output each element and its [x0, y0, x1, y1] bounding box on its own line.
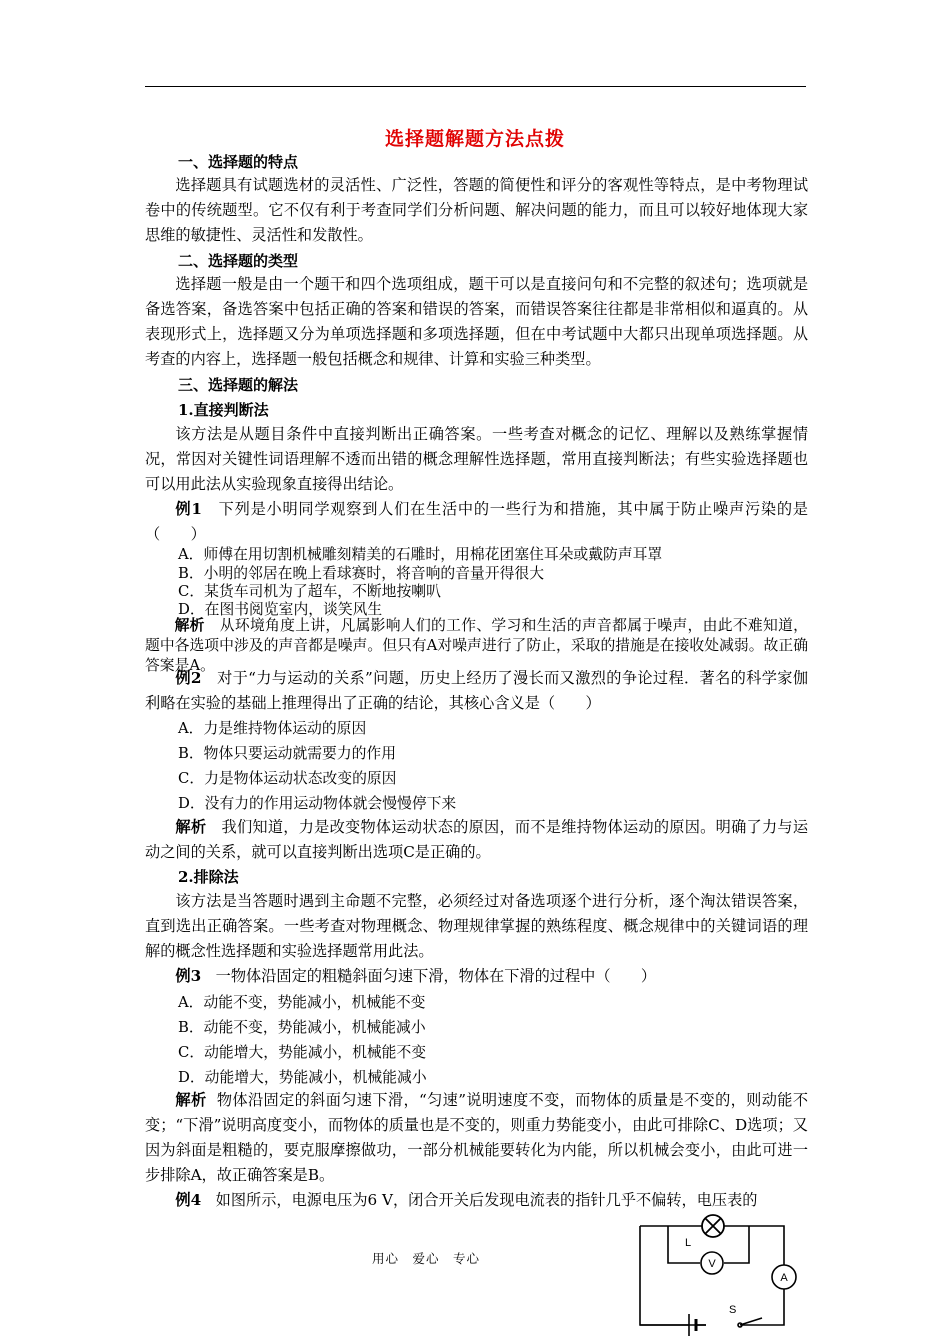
example-3-stem-text: 一物体沿固定的粗糙斜面匀速下滑，物体在下滑的过程中（ ） [215, 967, 657, 985]
example-4-stem-text: 如图所示，电源电压为6 V，闭合开关后发现电流表的指针几乎不偏转，电压表的 [215, 1191, 758, 1209]
example-3-option-c: C．动能增大，势能减小，机械能不变 [178, 1044, 427, 1061]
switch-label: S [729, 1304, 737, 1316]
example-2-analysis-label: 解析 [175, 818, 207, 836]
circuit-wire-outer [640, 1226, 784, 1325]
method-2-heading: 2.排除法 [178, 868, 239, 886]
example-2-option-d: D．没有力的作用运动物体就会慢慢停下来 [178, 795, 457, 812]
example-1-analysis-text: 从环境角度上讲，凡属影响人们的工作、学习和生活的声音都属于噪声，由此不难知道，题中各选项中涉及的声音都是噪声。但只有A对噪声进行了防止，采取的措施是在接收处减弱。故正确答案是A。 [145, 617, 808, 674]
lamp-label: L [685, 1237, 692, 1249]
example-2-option-b: B．物体只要运动就需要力的作用 [178, 745, 397, 762]
example-2-option-a: A．力是维持物体运动的原因 [178, 720, 367, 737]
example-1-option-c: C．某货车司机为了超车，不断地按喇叭 [178, 583, 441, 600]
example-1-option-a: A．师傅在用切割机械雕刻精美的石雕时，用棉花团塞住耳朵或戴防声耳罩 [178, 546, 663, 563]
voltmeter-label: V [708, 1258, 716, 1270]
example-2-stem-text: 对于“力与运动的关系”问题，历史上经历了漫长而又激烈的争论过程．著名的科学家伽利略在实验的基础上推理得出了正确的结论，其核心含义是（ ） [145, 669, 809, 712]
example-1-stem [145, 497, 808, 547]
method-1-heading: 1.直接判断法 [178, 401, 269, 419]
section-1-paragraph: 选择题具有试题选材的灵活性、广泛性，答题的简便性和评分的客观性等特点，是中考物理试卷中的传统题型。它不仅有利于考查同学们分析问题、解决问题的能力，而且可以较好地体现大家思维的敏捷性、灵活性和发散性。 [145, 176, 808, 244]
section-3-heading: 三、选择题的解法 [178, 376, 299, 394]
example-2-label: 例2 [175, 669, 202, 687]
battery-icon [640, 1314, 706, 1336]
page-title: 选择题解题方法点拨 [384, 128, 565, 150]
ammeter-label: A [780, 1272, 788, 1284]
lamp-icon [702, 1215, 724, 1237]
example-1-option-d: D．在图书阅览室内，谈笑风生 [178, 601, 383, 618]
example-1-analysis-label: 解析 [174, 617, 205, 634]
example-3-option-a: A．动能不变，势能减小，机械能不变 [178, 994, 426, 1011]
section-2-heading: 二、选择题的类型 [178, 252, 299, 270]
example-3-analysis [145, 1088, 808, 1188]
example-2-analysis [145, 815, 808, 865]
example-1-label: 例1 [175, 500, 202, 518]
example-3-analysis-label: 解析 [175, 1091, 207, 1109]
example-2-analysis-text: 我们知道，力是改变物体运动状态的原因，而不是维持物体运动的原因。明确了力与运动之间的关系，就可以直接判断出选项C是正确的。 [145, 818, 809, 861]
example-3-option-b: B．动能不变，势能减小，机械能减小 [178, 1019, 426, 1036]
section-2-paragraph: 选择题一般是由一个题干和四个选项组成，题干可以是直接问句和不完整的叙述句；选项就是备选答案，备选答案中包括正确的答案和错误的答案，而错误答案往往都是非常相似和逼真的。从表现形式上，选择题又分为单项选择题和多项选择题，但在中考试题中大都只出现单项选择题。从考查的内容上，选择题一般包括概念和规律、计算和实验三种类型。 [145, 275, 808, 368]
header-rule [145, 86, 806, 87]
circuit-diagram [636, 1214, 806, 1340]
example-4-label: 例4 [175, 1191, 202, 1209]
example-4-stem [145, 1188, 808, 1213]
example-3-stem [145, 964, 808, 989]
method-2-paragraph: 该方法是当答题时遇到主命题不完整，必须经过对备选项逐个进行分析，逐个淘汰错误答案，直到选出正确答案。一些考查对物理概念、物理规律掌握的熟练程度、概念规律中的关键词语的理解的概念性选择题和实验选择题常用此法。 [145, 892, 808, 960]
example-1-option-b: B．小明的邻居在晚上看球赛时，将音响的音量开得很大 [178, 565, 545, 582]
example-1-stem-text: 下列是小明同学观察到人们在生活中的一些行为和措施，其中属于防止噪声污染的是（ ） [145, 500, 808, 543]
section-1-heading: 一、选择题的特点 [178, 153, 299, 171]
page-footer: 用心 爱心 专心 [372, 1251, 481, 1266]
example-3-analysis-text: 物体沿固定的斜面匀速下滑，“匀速”说明速度不变，而物体的质量是不变的，则动能不变；“下滑”说明高度变小，而物体的质量也是不变的，则重力势能变小，由此可排除C、D选项；又因为斜面是粗糙的，要克服摩擦做功，一部分机械能要转化为内能，所以机械会变小，由此可进一步排除A，故正确答案是B。 [145, 1091, 809, 1184]
example-3-option-d: D．动能增大，势能减小，机械能减小 [178, 1069, 427, 1086]
example-2-stem [145, 666, 808, 716]
example-2-option-c: C．力是物体运动状态改变的原因 [178, 770, 397, 787]
method-1-paragraph: 该方法是从题目条件中直接判断出正确答案。一些考查对概念的记忆、理解以及熟练掌握情况，常因对关键性词语理解不透而出错的概念理解性选择题，常用直接判断法；有些实验选择题也可以用此法从实验现象直接得出结论。 [145, 425, 808, 493]
example-3-label: 例3 [175, 967, 202, 985]
